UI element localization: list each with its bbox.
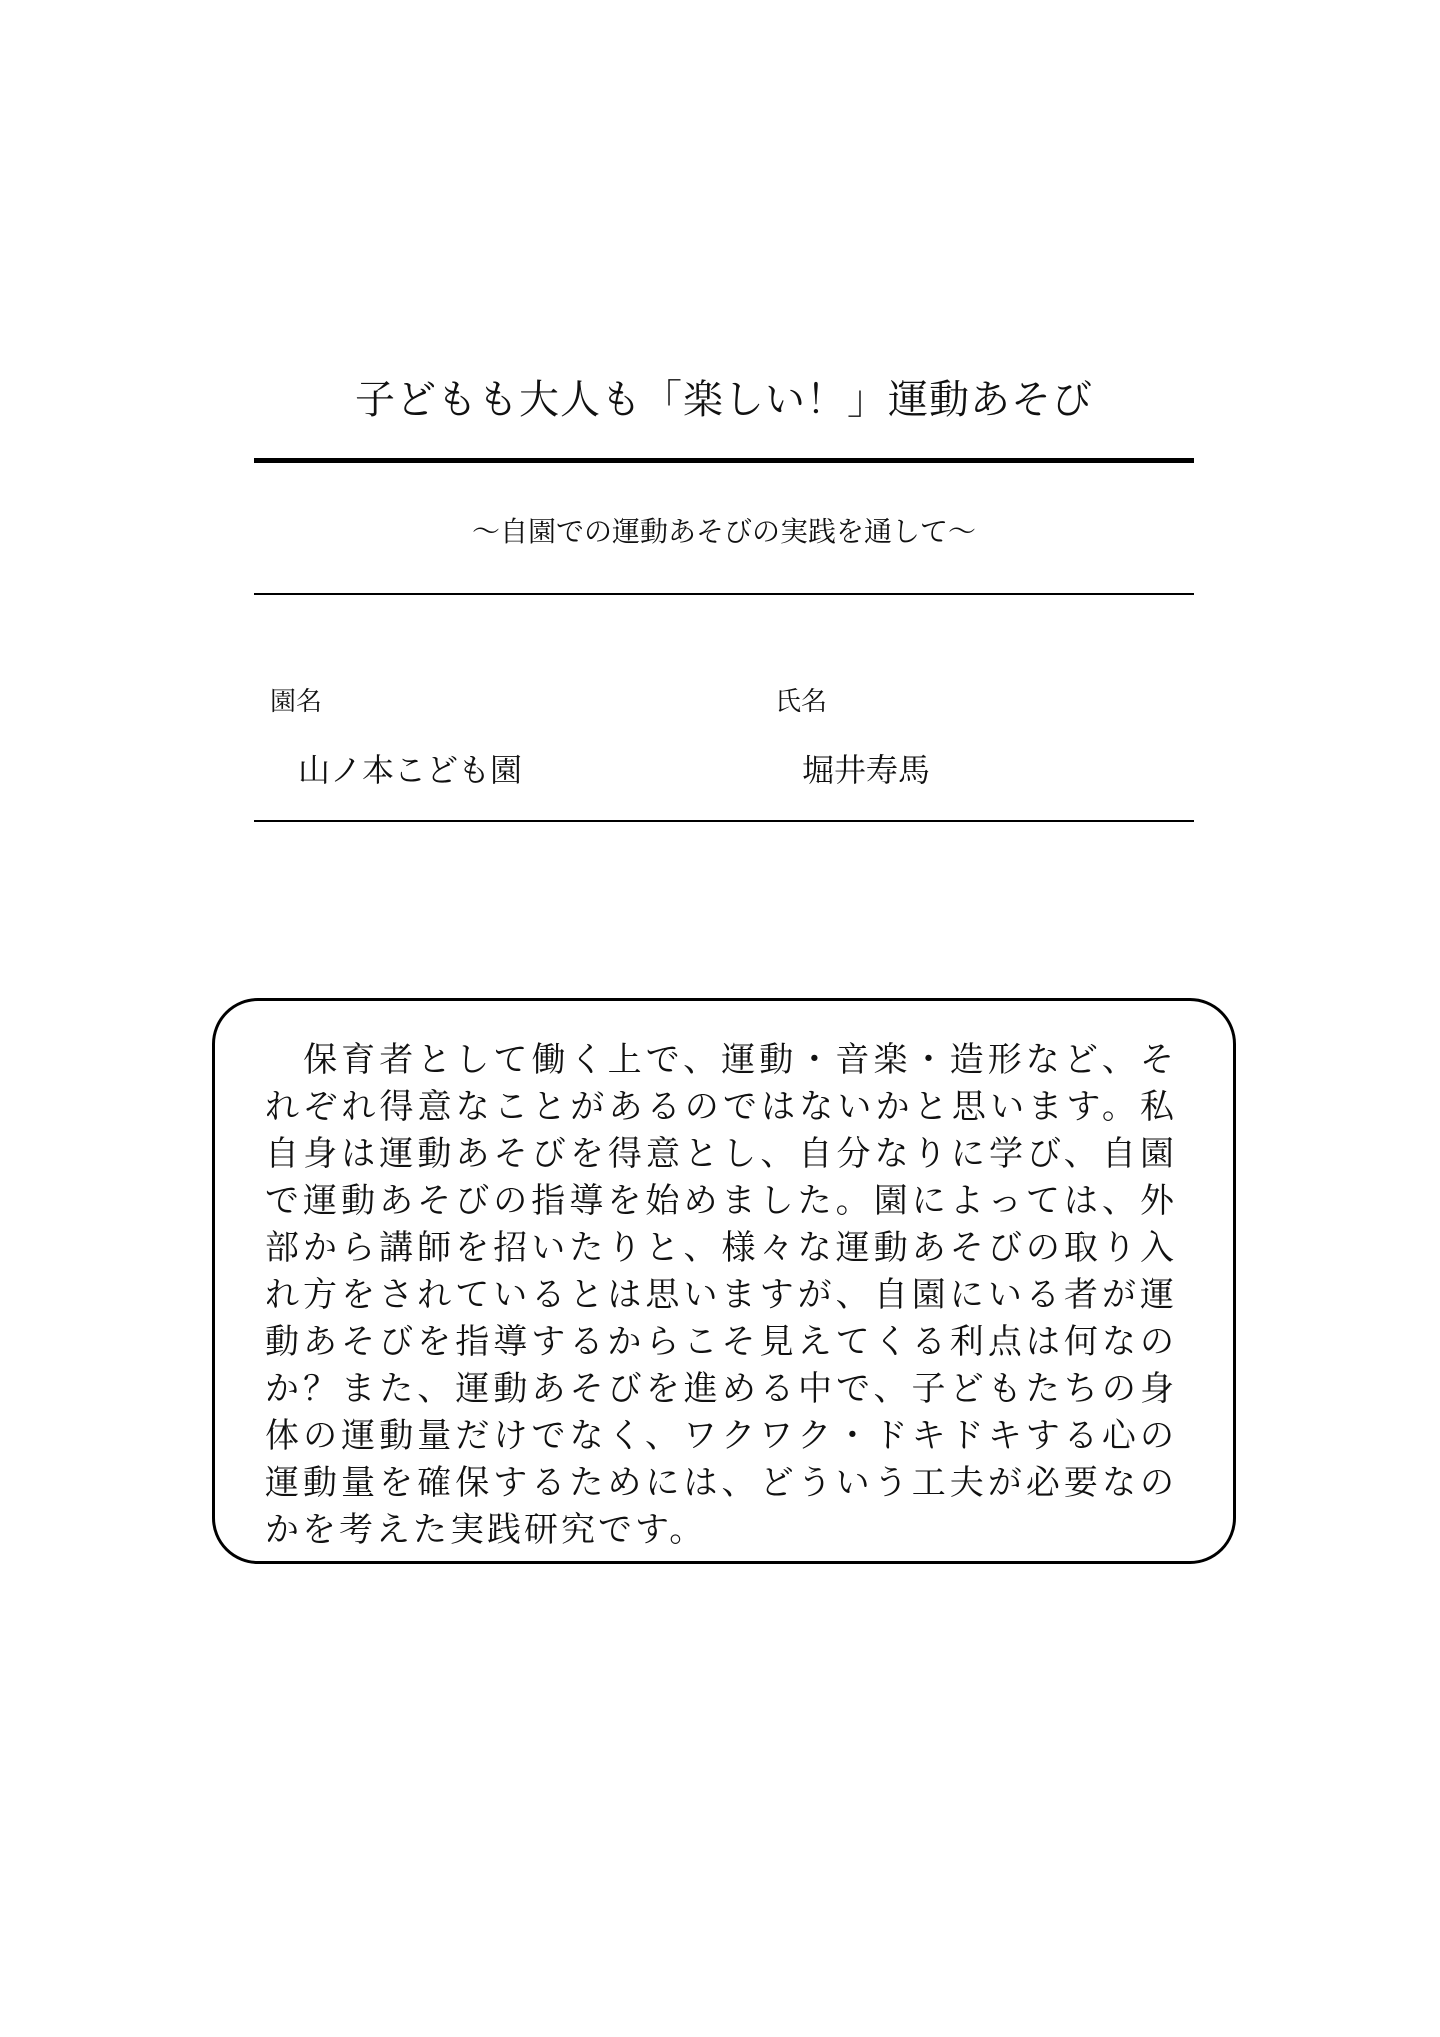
school-name: 山ノ本こども園 [298,751,523,789]
title-divider [254,458,1194,463]
school-label: 園名 [270,687,323,717]
document-subtitle: ～自園での運動あそびの実践を通して～ [471,515,976,548]
abstract-text: 保育者として働く上で、運動・音楽・造形など、それぞれ得意なことがあるのではないかと思います。私自身は運動あそびを得意とし、自分なりに学び、自園で運動あそびの指導を始めました。園によっては、外部から講師を招いたりと、様々な運動あそびの取り入れ方をされているとは思いますが、自園にいる者が運動あそびを指導するからこそ見えてくる利点は何なのか？また、運動あそびを進める中で、子どもたちの身体の運動量だけでなく、ワクワク・ドキドキする心の運動量を確保するためには、どういう工夫が必要なのかを考えた実践研究です。 [265,1040,1177,1550]
abstract-box [212,998,1236,1564]
author-name: 堀井寿馬 [802,751,931,789]
info-divider [254,820,1194,822]
document-title: 子どもも大人も「楽しい！」運動あそび [355,377,1093,423]
author-label: 氏名 [775,687,828,717]
subtitle-divider [254,593,1194,595]
